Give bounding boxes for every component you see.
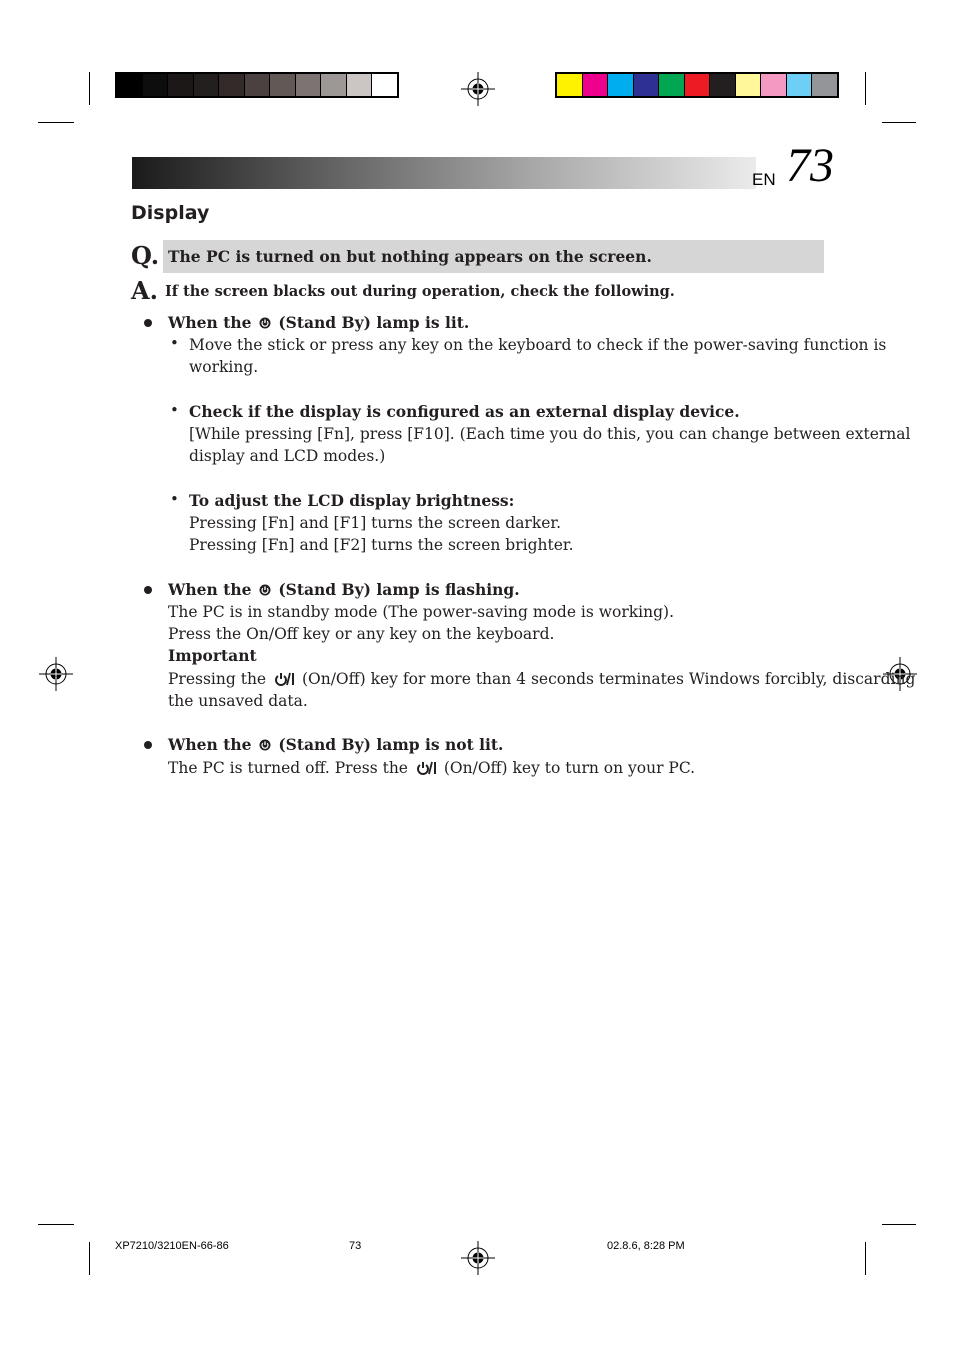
footer-page-number: 73 (349, 1240, 362, 1252)
important-text: Pressing the (168, 670, 267, 688)
flashing-line2: Press the On/Off key or any key on the keyboard. (168, 625, 555, 643)
item-heading-not-lit (168, 734, 503, 756)
on-off-key-icon (273, 672, 295, 686)
sub2-line1: [While pressing [Fn], press [F10]. (Each time you do this, you can change between external (189, 425, 911, 443)
bullet (144, 319, 152, 327)
registration-mark-icon (461, 1241, 495, 1275)
color-swatch (557, 74, 583, 96)
color-swatch (659, 74, 685, 96)
bullet (144, 586, 152, 594)
on-off-key-icon (415, 761, 437, 775)
color-swatch (736, 74, 762, 96)
color-swatch (608, 74, 634, 96)
grayscale-swatch (117, 74, 143, 96)
standby-icon (259, 317, 271, 329)
grayscale-color-bar (115, 72, 399, 98)
not-lit-line (168, 757, 695, 779)
sub3-line2: Pressing [Fn] and [F2] turns the screen brighter. (189, 536, 574, 554)
crop-mark (38, 1224, 74, 1225)
cmyk-color-bar (555, 72, 839, 98)
language-label: EN (752, 170, 776, 189)
color-swatch (812, 74, 837, 96)
crop-mark (865, 1242, 866, 1275)
important-text: (On/Off) key for more than 4 seconds terminates Windows forcibly, discarding (301, 670, 916, 688)
answer-letter: A. (131, 276, 158, 305)
heading-text: When the (168, 580, 252, 599)
footer-timestamp: 02.8.6, 8:28 PM (607, 1240, 685, 1252)
crop-mark (89, 1242, 90, 1275)
grayscale-swatch (347, 74, 373, 96)
crop-mark (865, 72, 866, 105)
color-swatch (761, 74, 787, 96)
standby-icon (259, 739, 271, 751)
registration-mark-icon (39, 657, 73, 691)
grayscale-swatch (143, 74, 169, 96)
not-lit-text: (On/Off) key to turn on your PC. (443, 759, 696, 777)
standby-icon (259, 584, 271, 596)
color-swatch (583, 74, 609, 96)
grayscale-swatch (270, 74, 296, 96)
color-swatch (787, 74, 813, 96)
header-gradient-bar (132, 157, 756, 189)
sub1-line2: working. (189, 358, 259, 376)
grayscale-swatch (321, 74, 347, 96)
sub-bullet: • (170, 334, 179, 352)
grayscale-swatch (372, 74, 397, 96)
important-line1 (168, 668, 915, 690)
answer-text: If the screen blacks out during operation, check the following. (165, 283, 675, 300)
grayscale-swatch (168, 74, 194, 96)
crop-mark (882, 122, 916, 123)
grayscale-swatch (219, 74, 245, 96)
heading-text: (Stand By) lamp is not lit. (278, 735, 504, 754)
footer-file-id: XP7210/3210EN-66-86 (115, 1240, 229, 1252)
not-lit-text: The PC is turned off. Press the (168, 759, 408, 777)
item-heading-flashing (168, 579, 520, 601)
heading-text: (Stand By) lamp is lit. (278, 313, 470, 332)
sub2-heading: Check if the display is configured as an external display device. (189, 402, 740, 421)
item-heading-lit (168, 312, 469, 334)
sub1-line1: Move the stick or press any key on the keyboard to check if the power-saving function is (189, 336, 887, 354)
grayscale-swatch (245, 74, 271, 96)
important-line2: the unsaved data. (168, 692, 308, 710)
section-title: Display (131, 202, 210, 224)
registration-mark-icon (461, 72, 495, 106)
crop-mark (89, 72, 90, 105)
grayscale-swatch (296, 74, 322, 96)
color-swatch (685, 74, 711, 96)
bullet (144, 741, 152, 749)
heading-text: When the (168, 313, 252, 332)
question-letter: Q. (131, 241, 160, 270)
crop-mark (882, 1224, 916, 1225)
sub-bullet: • (170, 401, 179, 419)
flashing-line1: The PC is in standby mode (The power-saving mode is working). (168, 603, 675, 621)
sub2-line2: display and LCD modes.) (189, 447, 386, 465)
important-label: Important (168, 646, 257, 665)
sub-bullet: • (170, 490, 179, 508)
color-swatch (710, 74, 736, 96)
sub3-line1: Pressing [Fn] and [F1] turns the screen darker. (189, 514, 562, 532)
grayscale-swatch (194, 74, 220, 96)
question-text: The PC is turned on but nothing appears on the screen. (168, 247, 652, 266)
color-swatch (634, 74, 660, 96)
heading-text: (Stand By) lamp is flashing. (278, 580, 520, 599)
heading-text: When the (168, 735, 252, 754)
page-number: 73 (786, 139, 834, 192)
sub3-heading: To adjust the LCD display brightness: (189, 491, 515, 510)
crop-mark (38, 122, 74, 123)
